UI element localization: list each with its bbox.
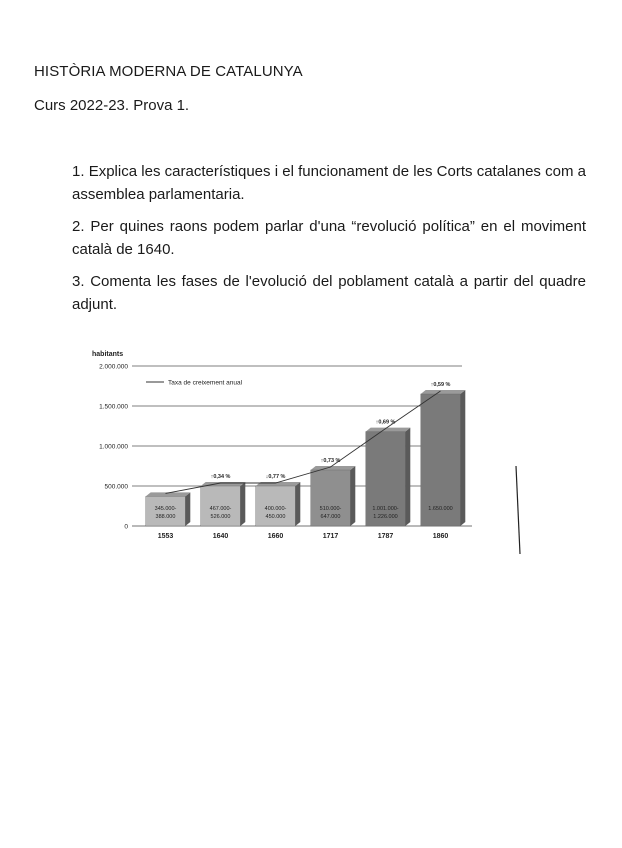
question-2: 2. Per quines raons podem parlar d'una “revolució política” en el moviment català de 1640.: [72, 218, 586, 258]
growth-rate-label: ↑0,73 %: [320, 458, 341, 464]
bar-side: [460, 390, 465, 526]
y-tick-label: 0: [124, 523, 128, 531]
bar-value-label: 345.000-: [154, 506, 177, 512]
legend-label: Taxa de creixement anual: [168, 379, 243, 387]
bar-value-label: 1.650.000: [428, 506, 453, 512]
question-3: 3. Comenta les fases de l'evolució del poblament català a partir del quadre adjunt.: [72, 273, 586, 313]
growth-rate-label: ↑0,69 %: [375, 419, 396, 426]
x-tick-label: 1553: [157, 533, 174, 540]
population-chart-svg: [90, 326, 530, 556]
x-tick-label: 1717: [322, 533, 339, 540]
x-tick-label: 1860: [432, 533, 449, 540]
y-tick-label: 2.000.000: [99, 363, 128, 371]
bar-side: [240, 482, 245, 526]
bar-side: [185, 492, 190, 526]
x-tick-label: 1660: [267, 533, 284, 540]
bar-value-label: 1.226.000: [373, 514, 398, 520]
growth-rate-label: ↑0,34 %: [210, 474, 231, 480]
population-chart: [90, 326, 530, 556]
bar-top: [366, 428, 411, 432]
growth-rate-label: ↓0,77 %: [265, 474, 286, 480]
bar-side: [295, 482, 300, 526]
document-title: HISTÒRIA MODERNA DE CATALUNYA: [34, 63, 303, 80]
bar-side: [405, 428, 410, 526]
bar-value-label: 467.000-: [209, 506, 232, 512]
document-subtitle: Curs 2022-23. Prova 1.: [34, 97, 190, 114]
bar-value-label: 526.000: [210, 514, 231, 520]
bar-top: [421, 390, 466, 394]
x-tick-label: 1787: [377, 533, 394, 540]
page-edge-line: [516, 466, 520, 554]
x-tick-label: 1640: [212, 533, 229, 540]
bar-value-label: 450.000: [265, 514, 286, 520]
y-tick-label: 1.500.000: [99, 403, 128, 411]
bar-side: [350, 466, 355, 526]
growth-rate-label: ↑0,59 %: [430, 382, 451, 388]
y-axis-label: habitants: [92, 351, 124, 358]
question-list: [72, 160, 586, 325]
bar-top: [311, 466, 356, 470]
y-tick-label: 1.000.000: [99, 443, 128, 451]
bar-value-label: 510.000-: [319, 506, 342, 512]
bar-value-label: 400.000-: [264, 506, 287, 512]
bar-value-label: 388.000: [155, 514, 176, 520]
bar-value-label: 647.000: [320, 514, 341, 520]
bar-value-label: 1.001.000-: [372, 506, 399, 512]
question-1: 1. Explica les característiques i el funcionament de les Corts catalanes com a assemblea parlamentaria.: [72, 163, 586, 203]
y-tick-label: 500.000: [104, 483, 128, 491]
